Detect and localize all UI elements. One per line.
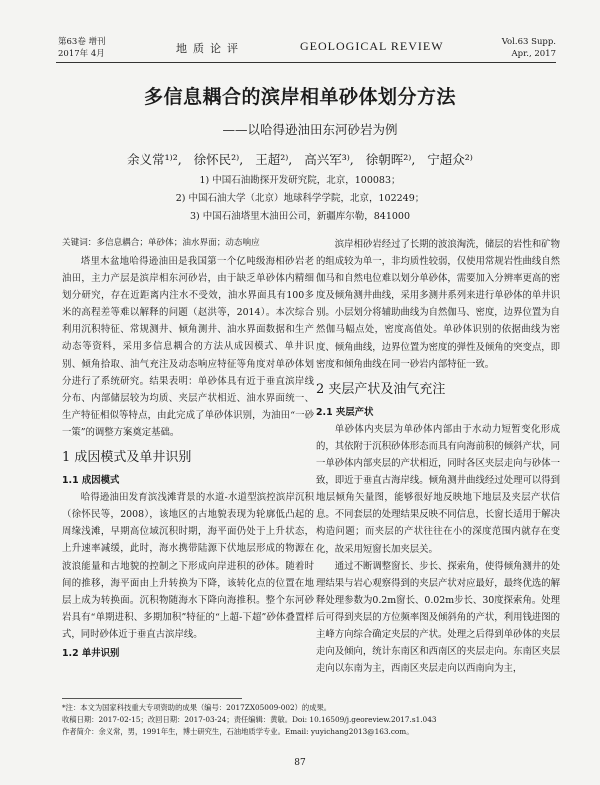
- paper-subtitle: ——以哈得逊油田东河砂岩为例: [222, 122, 398, 137]
- paper-title: 多信息耦合的滨岸相单砂体划分方法: [143, 86, 456, 108]
- section-heading-2: 2 夹层产状及油气充注: [316, 381, 446, 397]
- subsection-heading-2-1: 2.1 夹层产状: [316, 406, 374, 418]
- subsection-heading-1-1: 1.1 成因模式: [62, 475, 120, 487]
- footnote-author-bio: 作者简介：余义常，男，1991年生，博士研究生，石油地质学专业。Email: yuyichang2013@163.com。: [62, 727, 414, 736]
- left-column: [62, 253, 314, 662]
- footnote-funding: *注：本文为国家科技重大专项资助的成果（编号：2017ZX05009-002）的成果。: [62, 703, 332, 712]
- affiliation-3: 3) 中国石油塔里木油田公司，新疆库尔勒，841000: [189, 211, 411, 222]
- date-line-en: Apr., 2017: [511, 49, 556, 59]
- keywords: 关键词：多信息耦合；单砂体；油水界面；动态响应: [62, 238, 260, 248]
- footnote-dates: 收稿日期：2017-02-15；改回日期：2017-03-24；责任编辑：黄敏。Doi: 10.16509/j.georeview.2017.s1.043: [62, 715, 437, 724]
- journal-name-en: GEOLOGICAL REVIEW: [300, 39, 444, 53]
- journal-volume-info: [58, 36, 106, 60]
- dip-processing-paragraph: 通过不断调整窗长、步长、探索角，使得倾角测井的处理结果与岩心观察得到的夹层产状对应最好，最终优选的解释处理参数为0.2m窗长、0.02m步长、30度探索角。处理后可得到夹层的方位频率图及倾斜角的产状，利用钱进图的主峰方向综合确定夹层的产状。处理之后得到单砂体的夹层走向及倾向，统计东南区和西南区的夹层走向。东南区夹层走向以东南为主，西南区夹层走向以西南向为主，: [316, 560, 560, 675]
- affiliation-2: 2) 中国石油大学（北京）地球科学学院，北京，102249；: [175, 193, 425, 204]
- right-column: [316, 236, 560, 677]
- section-heading-1: 1 成因模式及单井识别: [62, 450, 192, 466]
- footnote-rule: [62, 698, 242, 699]
- header-rule: [56, 62, 556, 63]
- affiliation-1: 1) 中国石油勘探开发研究院，北京，100083；: [199, 175, 401, 186]
- intro-paragraph: 塔里木盆地哈得逊油田是我国第一个亿吨级海相砂岩老油田，主力产层是滨岸相东河砂岩，由于缺乏单砂体内精细划分研究，存在近距离内注水不受效，油水界面具有100多米的高程差等难以解释的问题（赵洪等，2014）。本次综合利用沉积特征、常规测井、倾角测井、油水界面数据和生产动态等资料，采用多信息耦合的方法从成因模式、单井识别、倾角拾取、油气充注及动态响应特征等角度对单砂体划分进行了系统研究。结果表明：单砂体具有近于垂直滨岸线分布、内部储层较为均质、夹层产状相近、油水界面统一、生产特征相似等特点，由此完成了单砂体识别，为油田“一砂一策”的调整方案奠定基础。: [62, 256, 314, 438]
- well-identification-paragraph: 滨岸相砂岩经过了长期的波浪淘洗，储层的岩性和矿物的组成较为单一，非均质性较弱，仅使用常规岩性曲线自然伽马和自然电位难以划分单砂体，需要加入分辨率更高的密度及倾角测井曲线，采用多测井系列来进行单砂体的单井识别。小层划分将辅助曲线为自然伽马、密度，边界位置为自然伽马幅点处，密度高值处。单砂体识别的依据曲线为密度、倾角曲线，边界位置为密度的弹性及倾角的突变点，即密度和倾角曲线在同一砂岩内部特征一致。: [316, 239, 560, 370]
- subsection-heading-1-2: 1.2 单井识别: [62, 647, 120, 659]
- journal-name-cn: 地质论评: [176, 42, 244, 55]
- volume-line-en: Vol.63 Supp.: [501, 37, 556, 47]
- volume-line: 第63卷 增刊: [58, 37, 106, 47]
- author-list: 余义常¹⁾², 徐怀民²⁾, 王超²⁾, 高兴军³⁾, 徐朝晖²⁾, 宁超众²⁾: [127, 152, 473, 167]
- journal-volume-info-en: [496, 36, 556, 60]
- interlayer-paragraph: 单砂体内夹层为单砂体内部由于水动力短暂变化形成的，其依附于沉积砂体形态而具有向海前积的倾斜产状，同一单砂体内部夹层的产状相近，同时各区夹层走向与砂体一致，即近于垂直古海岸线。倾角测井曲线经过处理可以得到地层倾角矢量图，能够很好地反映地下地层及夹层产状信息。不同套层的处理结果反映不同信息，长窗长适用于解决构造问题；而夹层的产状往往在小的深度范围内就存在变化，故采用短窗长加夹层关。: [316, 423, 560, 555]
- genetic-model-paragraph: 哈得逊油田发育滨浅滩背景的水道-水道型滨控滨岸沉积（徐怀民等，2008），该地区的古地貌表现为轮廓低凸起的周缘浅滩，早期高位域沉积时期，海平面仍处于上升状态，上升速率减缓，此时，海水携带陆源下伏地层形成的物源在波浪能量和古地貌的控制之下形成向岸进积的砂体。随着时间的推移，海平面由上升转换为下降，该转化点的位置在地层上成为转换面。沉积物随海水下降向海推积。整个东河砂岩具有“单期进积、多期加积”特征的“上超-下超”砂体叠置样式，同时砂体近于垂直古滨岸线。: [62, 492, 314, 640]
- page-number: 87: [294, 758, 306, 768]
- date-line: 2017年 4月: [58, 49, 105, 59]
